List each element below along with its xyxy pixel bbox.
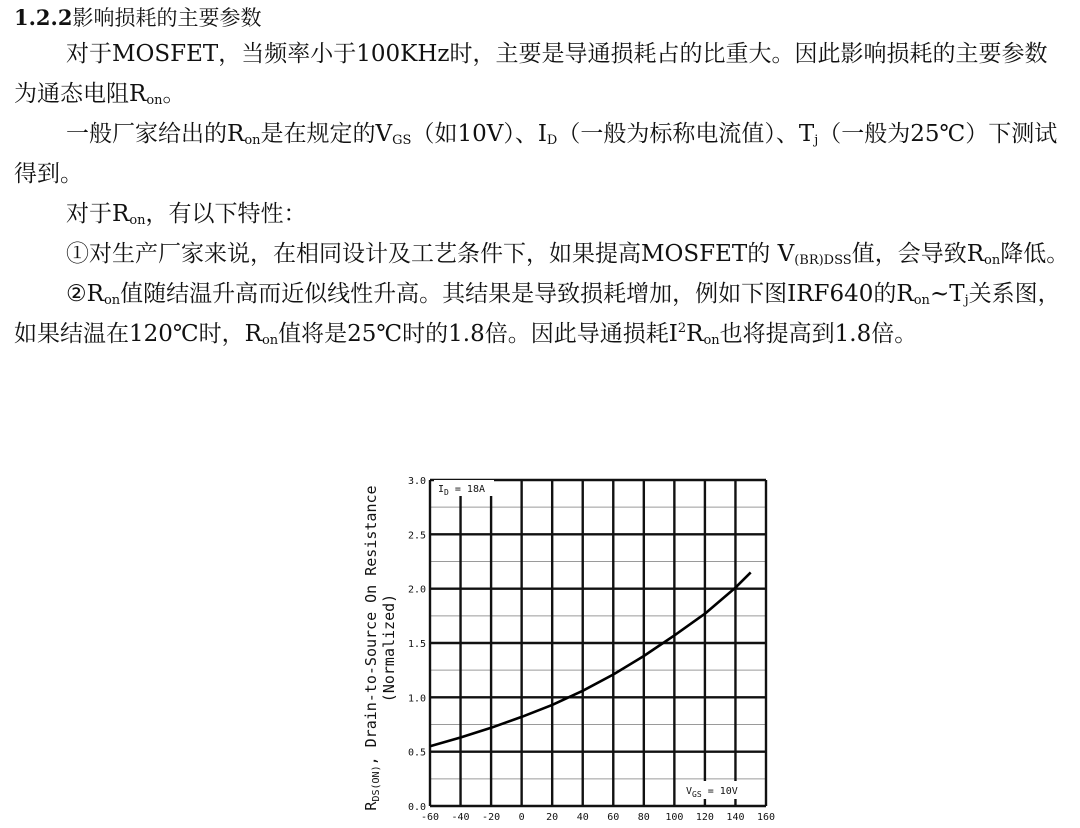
- para5-s2: on: [913, 293, 930, 308]
- para2-s4: j: [814, 133, 819, 148]
- x-tick-label: -40: [451, 812, 470, 823]
- y-axis-label: [362, 485, 398, 810]
- annotation-vgs-text: $V_{GS} = 10V$: [686, 786, 738, 799]
- paragraph-1: [14, 34, 1070, 114]
- para4-s1: (BR)DSS: [794, 253, 852, 268]
- paragraph-4: [14, 234, 1070, 274]
- grid-layer: [430, 480, 766, 806]
- para5-t2: 值随结温升高而近似线性升高。其结果是导致损耗增加，例如下图IRF640的R: [120, 281, 914, 307]
- y-tick-label: 2.5: [407, 530, 426, 542]
- para3-t2: ，有以下特性：: [145, 201, 307, 227]
- x-tick-label: 160: [756, 812, 776, 823]
- para2-t5: （一般为25℃）下测试得到。: [14, 121, 1058, 187]
- para1-sub: on: [146, 93, 163, 108]
- para2-s1: on: [244, 133, 261, 148]
- y-tick-label: 1.5: [407, 639, 426, 650]
- para5-s5: on: [703, 333, 720, 348]
- x-tick-label: -20: [482, 812, 501, 823]
- y-tick-label: 0.0: [407, 802, 426, 813]
- para4-t2: 值，会导致R: [851, 241, 985, 267]
- para5-s4: on: [261, 333, 279, 348]
- para3-s1: on: [129, 213, 146, 228]
- para5-t7: 也将提高到1.8倍。: [719, 321, 918, 347]
- x-tick-label: 100: [665, 812, 684, 823]
- x-tick-label: 0: [518, 812, 525, 823]
- para2-t2: 是在规定的V: [260, 121, 393, 147]
- para4-t1: ①对生产厂家来说，在相同设计及工艺条件下，如果提高MOSFET的 V: [66, 241, 795, 267]
- para3-t1: 对于R: [66, 201, 130, 227]
- x-tick-label: 140: [726, 812, 745, 823]
- y-axis-label-line2: (Normalized): [380, 593, 398, 703]
- annotation-id: [434, 480, 494, 497]
- y-tick-label: 2.0: [407, 584, 426, 596]
- series-line: [430, 572, 751, 746]
- x-tick-label: 60: [607, 812, 620, 823]
- para4-t3: 降低。: [1000, 241, 1070, 267]
- para2-t1: 一般厂家给出的R: [66, 121, 245, 147]
- x-tick-label: 20: [546, 812, 559, 823]
- paragraph-5: [14, 274, 1070, 354]
- x-tick-label: 120: [695, 812, 714, 823]
- annotation-id-text: $I_D = 18A$: [438, 484, 485, 497]
- document-body: [14, 0, 1070, 354]
- para5-s3: j: [964, 293, 969, 308]
- para2-s3: D: [546, 133, 558, 148]
- para5-t1: ②R: [66, 281, 104, 307]
- section-number: 1.2.2: [14, 5, 73, 30]
- annotation-vgs: [682, 781, 758, 799]
- para5-s1: on: [103, 293, 121, 308]
- paragraph-3: [14, 194, 1070, 234]
- x-tick-label: 80: [637, 812, 650, 823]
- para1-end: 。: [162, 81, 186, 107]
- paragraph-2: [14, 114, 1070, 194]
- section-heading: [14, 2, 1070, 34]
- para4-s2: on: [984, 253, 1001, 268]
- para5-t3: ~T: [929, 281, 965, 307]
- para2-t4: （一般为标称电流值）、T: [557, 121, 815, 147]
- y-tick-label: 0.5: [407, 747, 426, 759]
- chart-svg: [350, 468, 780, 824]
- para5-sup1: 2: [677, 321, 687, 336]
- rds-on-temperature-chart: [350, 468, 780, 828]
- para2-t3: （如10V）、I: [411, 121, 547, 147]
- x-tick-label: 40: [576, 812, 589, 823]
- para5-t4: 关系图，如果结温在120℃时，R: [14, 281, 1061, 347]
- y-tick-label: 1.0: [407, 693, 426, 705]
- y-tick-label: 3.0: [407, 476, 426, 487]
- para5-t5: 值将是25℃时的1.8倍。因此导通损耗I: [278, 321, 678, 347]
- y-axis-label-line1: $R_{DS(ON)}$, Drain-to-Source On Resistance: [362, 485, 382, 811]
- tick-label-layer: [408, 476, 775, 823]
- section-title: 影响损耗的主要参数: [72, 6, 262, 30]
- series-layer: [430, 572, 751, 746]
- para1-text: 对于MOSFET，当频率小于100KHz时，主要是导通损耗占的比重大。因此影响损耗的主要参数为通态电阻R: [14, 41, 1048, 107]
- x-tick-label: -60: [420, 812, 440, 823]
- para5-t6: R: [686, 321, 704, 347]
- para2-s2: GS: [392, 133, 412, 148]
